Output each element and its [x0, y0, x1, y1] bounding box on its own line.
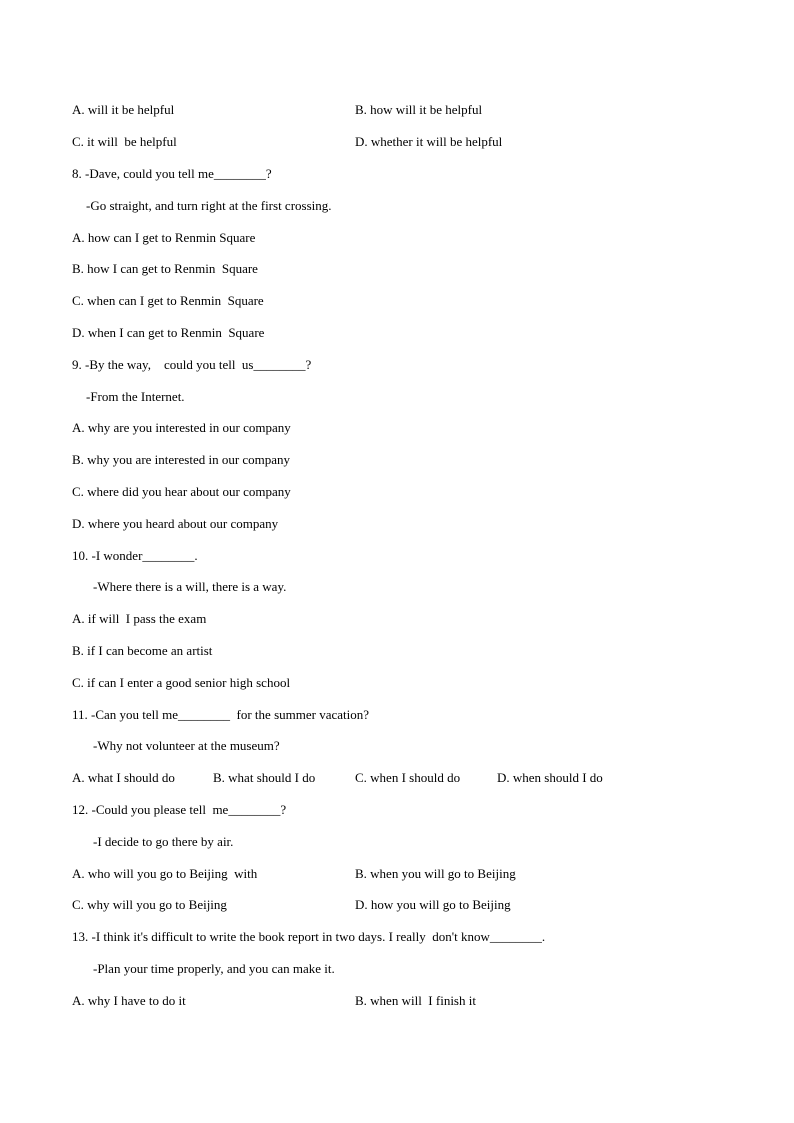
q12-option-a: A. who will you go to Beijing with — [72, 866, 258, 881]
q10-option-a: A. if will I pass the exam — [72, 611, 207, 626]
q11-stem: 11. -Can you tell me________ for the summer vacation? — [72, 707, 370, 722]
q9-option-a: A. why are you interested in our company — [72, 420, 291, 435]
q12-option-d: D. how you will go to Beijing — [355, 897, 511, 912]
q8-option-a: A. how can I get to Renmin Square — [72, 230, 256, 245]
q11-reply: -Why not volunteer at the museum? — [93, 738, 280, 753]
q12-stem: 12. -Could you please tell me________? — [72, 802, 287, 817]
q8-option-d: D. when I can get to Renmin Square — [72, 325, 265, 340]
q7-option-d: D. whether it will be helpful — [355, 134, 503, 149]
q8-stem: 8. -Dave, could you tell me________? — [72, 166, 272, 181]
q7-option-c: C. it will be helpful — [72, 134, 177, 149]
q10-reply: -Where there is a will, there is a way. — [93, 579, 287, 594]
q12-option-b: B. when you will go to Beijing — [355, 866, 516, 881]
q7-option-b: B. how will it be helpful — [355, 102, 483, 117]
q11-option-a: A. what I should do — [72, 770, 175, 785]
q11-option-c: C. when I should do — [355, 770, 461, 785]
q7-option-a: A. will it be helpful — [72, 102, 175, 117]
q13-option-b: B. when will I finish it — [355, 993, 476, 1008]
q12-option-c: C. why will you go to Beijing — [72, 897, 227, 912]
q10-option-c: C. if can I enter a good senior high school — [72, 675, 291, 690]
q13-reply: -Plan your time properly, and you can make it. — [93, 961, 335, 976]
q9-stem: 9. -By the way, could you tell us________? — [72, 357, 312, 372]
q9-reply: -From the Internet. — [86, 389, 185, 404]
q8-option-c: C. when can I get to Renmin Square — [72, 293, 264, 308]
q8-option-b: B. how I can get to Renmin Square — [72, 261, 258, 276]
q11-option-b: B. what should I do — [213, 770, 316, 785]
q11-option-d: D. when should I do — [497, 770, 603, 785]
q13-option-a: A. why I have to do it — [72, 993, 186, 1008]
q9-option-b: B. why you are interested in our company — [72, 452, 291, 467]
q12-reply: -I decide to go there by air. — [93, 834, 234, 849]
q13-stem: 13. -I think it's difficult to write the book report in two days. I really don't know________. — [72, 929, 546, 944]
q9-option-d: D. where you heard about our company — [72, 516, 279, 531]
q8-reply: -Go straight, and turn right at the first crossing. — [86, 198, 332, 213]
q10-stem: 10. -I wonder________. — [72, 548, 198, 563]
q10-option-b: B. if I can become an artist — [72, 643, 213, 658]
q9-option-c: C. where did you hear about our company — [72, 484, 291, 499]
